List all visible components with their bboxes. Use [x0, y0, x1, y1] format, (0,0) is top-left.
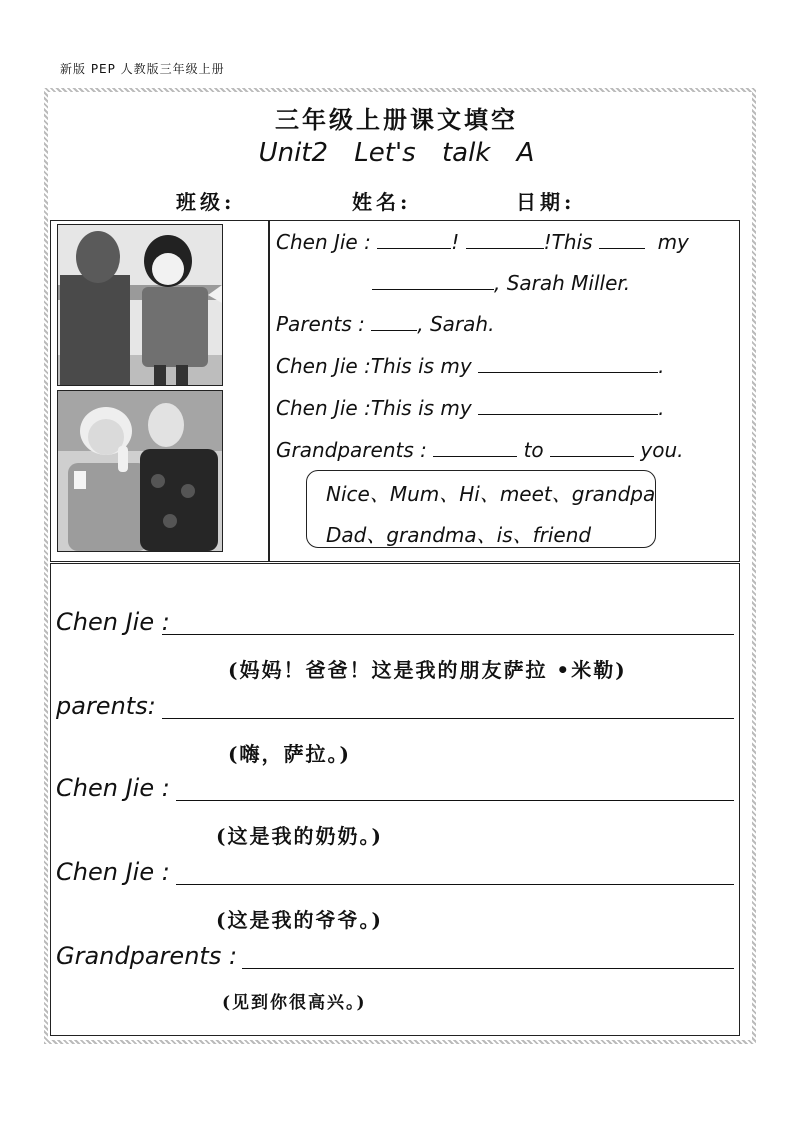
fill-line-5: [276, 396, 664, 420]
speaker-label: Chen Jie :: [276, 230, 371, 254]
illustration-children: [57, 224, 223, 386]
dialogue-speaker: Chen Jie :: [56, 858, 170, 886]
fill-line-2: [372, 271, 630, 295]
fill-line-4: [276, 354, 664, 378]
header-note: 新版 PEP 人教版三年级上册: [60, 62, 225, 76]
class-label: 班级:: [176, 190, 236, 214]
answer-blank[interactable]: [372, 271, 494, 290]
word-this: This: [551, 230, 593, 254]
word-bank-row-2: Dad、grandma、is、friend: [326, 523, 592, 547]
word-bank-row-1: Nice、Mum、Hi、meet、grandpa: [326, 482, 656, 506]
dialogue-speaker: Chen Jie :: [56, 608, 170, 636]
word-you: you.: [640, 438, 684, 462]
answer-line[interactable]: [162, 718, 734, 719]
date-label: 日期:: [516, 190, 576, 214]
grandparents-drawing: [58, 391, 222, 551]
speaker-label: Grandparents :: [276, 438, 427, 462]
dialogue-speaker: Grandparents :: [56, 942, 238, 970]
answer-line[interactable]: [242, 968, 734, 969]
dialogue-speaker: parents:: [56, 692, 156, 720]
illustration-grandparents: [57, 390, 223, 552]
chinese-hint: (见到你很高兴。): [222, 993, 367, 1013]
page-title: 三年级上册课文填空: [275, 105, 518, 134]
column-divider: [268, 220, 270, 562]
chinese-hint: (嗨，萨拉。): [228, 742, 351, 766]
dialogue-speaker: Chen Jie :: [56, 774, 170, 802]
exclamation: !: [451, 230, 460, 254]
line4-text: This is my: [370, 354, 472, 378]
word-my: my: [657, 230, 689, 254]
answer-blank[interactable]: [466, 230, 544, 249]
answer-line[interactable]: [176, 884, 734, 885]
children-drawing: [58, 225, 222, 385]
word-to: to: [523, 438, 544, 462]
answer-blank[interactable]: [371, 312, 417, 331]
chinese-hint: (妈妈！爸爸！这是我的朋友萨拉 •米勒): [228, 658, 627, 682]
answer-blank[interactable]: [433, 438, 517, 457]
unit-title: Unit2 Let's talk A: [258, 138, 535, 168]
answer-line[interactable]: [176, 800, 734, 801]
answer-blank[interactable]: [478, 354, 658, 373]
speaker-label: Chen Jie :: [276, 354, 371, 378]
answer-blank[interactable]: [377, 230, 451, 249]
answer-line[interactable]: [162, 634, 734, 635]
fill-line-3: [276, 312, 494, 336]
chinese-hint: (这是我的奶奶。): [216, 824, 383, 848]
speaker-label: Parents :: [276, 312, 365, 336]
period: .: [658, 354, 665, 378]
fill-line-6: [276, 438, 683, 462]
name-label: 姓名:: [352, 190, 412, 214]
line5-text: This is my: [370, 396, 472, 420]
answer-blank[interactable]: [599, 230, 645, 249]
line2-text: , Sarah Miller.: [494, 271, 631, 295]
period: .: [658, 396, 665, 420]
chinese-hint: (这是我的爷爷。): [216, 908, 383, 932]
line3-text: , Sarah.: [417, 312, 495, 336]
speaker-label: Chen Jie :: [276, 396, 371, 420]
fill-line-1: [276, 230, 689, 254]
exclamation: !: [543, 230, 552, 254]
answer-blank[interactable]: [550, 438, 634, 457]
answer-blank[interactable]: [478, 396, 658, 415]
